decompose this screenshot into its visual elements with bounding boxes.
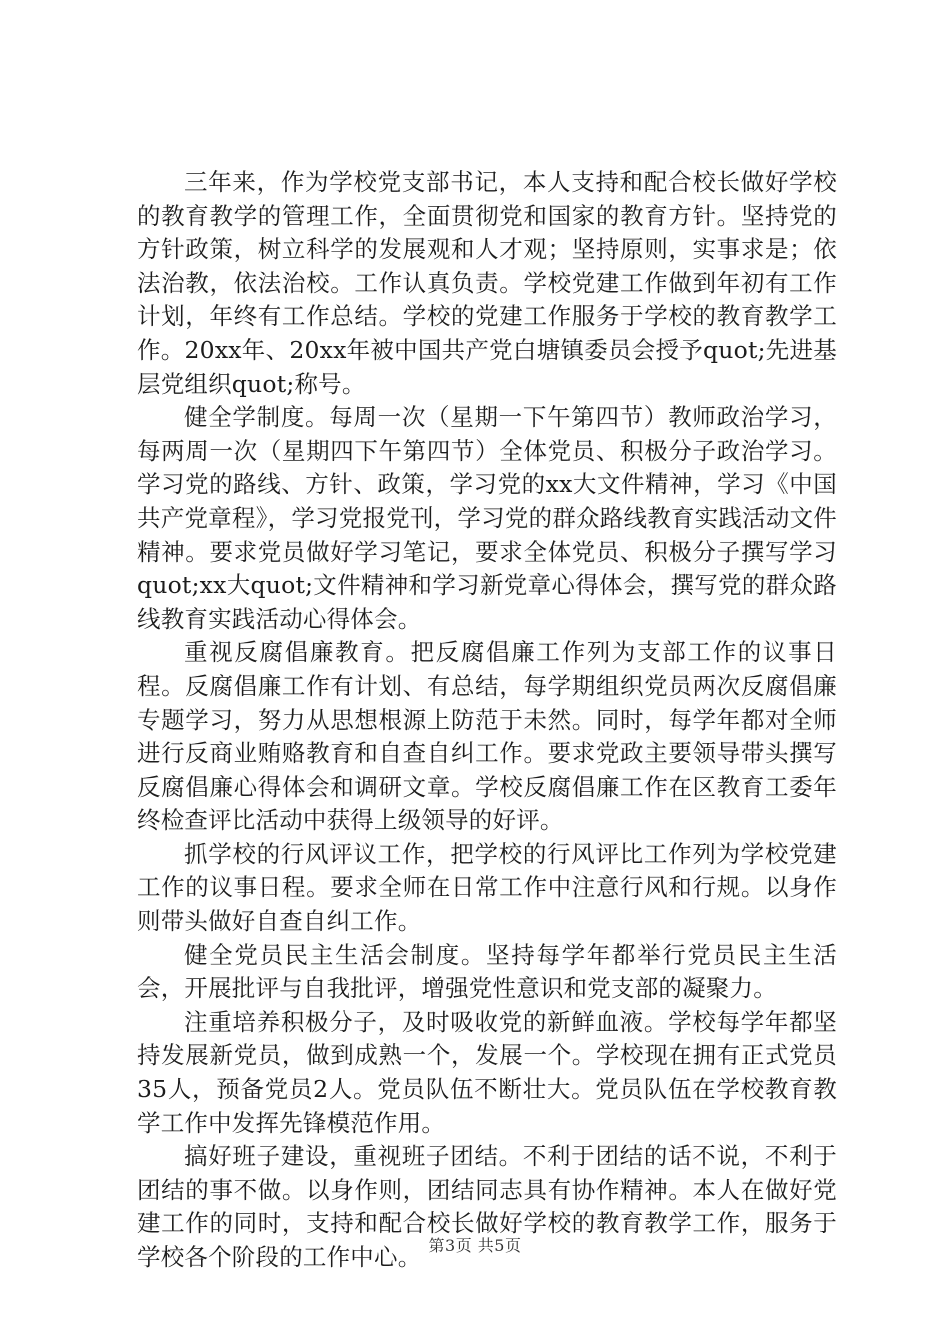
paragraph-4: 抓学校的行风评议工作，把学校的行风评比工作列为学校党建工作的议事日程。要求全师在日常工作中注意行风和行规。以身作则带头做好自查自纠工作。 — [137, 839, 837, 936]
paragraph-7: 搞好班子建设，重视班子团结。不利于团结的话不说，不利于团结的事不做。以身作则，团结同志具有协作精神。本人在做好党建工作的同时，支持和配合校长做好学校的教育教学工作，服务于学校各个阶段的工作中心。 — [137, 1142, 837, 1271]
paragraph-3: 重视反腐倡廉教育。把反腐倡廉工作列为支部工作的议事日程。反腐倡廉工作有计划、有总结，每学期组织党员两次反腐倡廉专题学习，努力从思想根源上防范于未然。同时，每学年都对全师进行反商业贿赂教育和自查自纠工作。要求党政主要领导带头撰写反腐倡廉心得体会和调研文章。学校反腐倡廉工作在区教育工委年终检查评比活动中获得上级领导的好评。 — [137, 638, 837, 835]
page-number-footer: 第3页 共5页 — [428, 1236, 522, 1255]
paragraph-5: 健全党员民主生活会制度。坚持每学年都举行党员民主生活会，开展批评与自我批评，增强党性意识和党支部的凝聚力。 — [137, 940, 837, 1003]
paragraph-6: 注重培养积极分子，及时吸收党的新鲜血液。学校每学年都坚持发展新党员，做到成熟一个，发展一个。学校现在拥有正式党员35人，预备党员2人。党员队伍不断壮大。党员队伍在学校教育教学工作中发挥先锋模范作用。 — [137, 1007, 837, 1137]
document-body — [137, 166, 837, 1275]
paragraph-2: 健全学制度。每周一次（星期一下午第四节）教师政治学习，每两周一次（星期四下午第四节）全体党员、积极分子政治学习。学习党的路线、方针、政策，学习党的xx大文件精神，学习《中国共产党章程》，学习党报党刊，学习党的群众路线教育实践活动文件精神。要求党员做好学习笔记，要求全体党员、积极分子撰写学习quot;xx大quot;文件精神和学习新党章心得体会，撰写党的群众路线教育实践活动心得体会。 — [137, 403, 837, 633]
paragraph-1: 三年来，作为学校党支部书记，本人支持和配合校长做好学校的教育教学的管理工作，全面贯彻党和国家的教育方针。坚持党的方针政策，树立科学的发展观和人才观；坚持原则，实事求是；依法治教，依法治校。工作认真负责。学校党建工作做到年初有工作计划，年终有工作总结。学校的党建工作服务于学校的教育教学工作。20xx年、20xx年被中国共产党白塘镇委员会授予quot;先进基层党组织quot;称号。 — [137, 168, 837, 398]
